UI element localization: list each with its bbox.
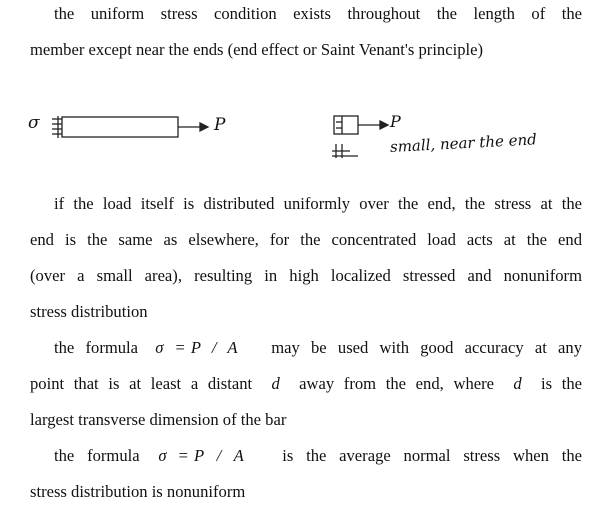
uniform-load-sketch	[28, 110, 238, 150]
paragraph-formula-accuracy	[30, 330, 582, 438]
sigma-symbol: σ	[158, 446, 167, 465]
text-line: largest transverse dimension of the bar	[30, 410, 287, 429]
bar-sketch-left	[28, 110, 238, 150]
text-line: the uniform stress condition exists throughout the length of the	[54, 4, 582, 23]
text-line: point that is at least a distant d away from the end, where d is the	[30, 374, 583, 393]
text-line: member except near the ends (end effect or Saint Venant's principle)	[30, 40, 483, 59]
equals-sign: =	[175, 338, 185, 357]
concentrated-load-sketch	[328, 110, 588, 165]
d-variable: d	[513, 374, 522, 393]
sketch-sigma-label: σ	[28, 113, 40, 133]
paragraph-load-distribution	[30, 186, 582, 330]
paragraph-saint-venant	[30, 0, 582, 68]
text-line: end is the same as elsewhere, for the concentrated load acts at the end	[30, 230, 582, 249]
text-line: the formula σ = P / A may be used with good accuracy at any	[30, 330, 582, 366]
formula-expression: P / A	[190, 338, 238, 357]
sketch-p-label-right: P	[390, 112, 401, 131]
sketch-note: small, near the end	[389, 130, 538, 156]
equals-sign: =	[178, 446, 188, 465]
text-line: stress distribution is nonuniform	[30, 482, 246, 501]
sigma-symbol: σ	[155, 338, 164, 357]
text-line: if the load itself is distributed uniformly over the end, the stress at the	[54, 194, 582, 213]
text-line: stress distribution	[30, 302, 148, 321]
text-line: the formula σ = P / A is the average normal stress when the	[30, 438, 582, 474]
sketch-p-label: P	[214, 115, 226, 135]
text-line: (over a small area), resulting in high localized stressed and nonuniform	[30, 266, 582, 285]
formula-expression: P / A	[193, 446, 244, 465]
paragraph-average-stress	[30, 438, 582, 510]
d-variable: d	[271, 374, 280, 393]
